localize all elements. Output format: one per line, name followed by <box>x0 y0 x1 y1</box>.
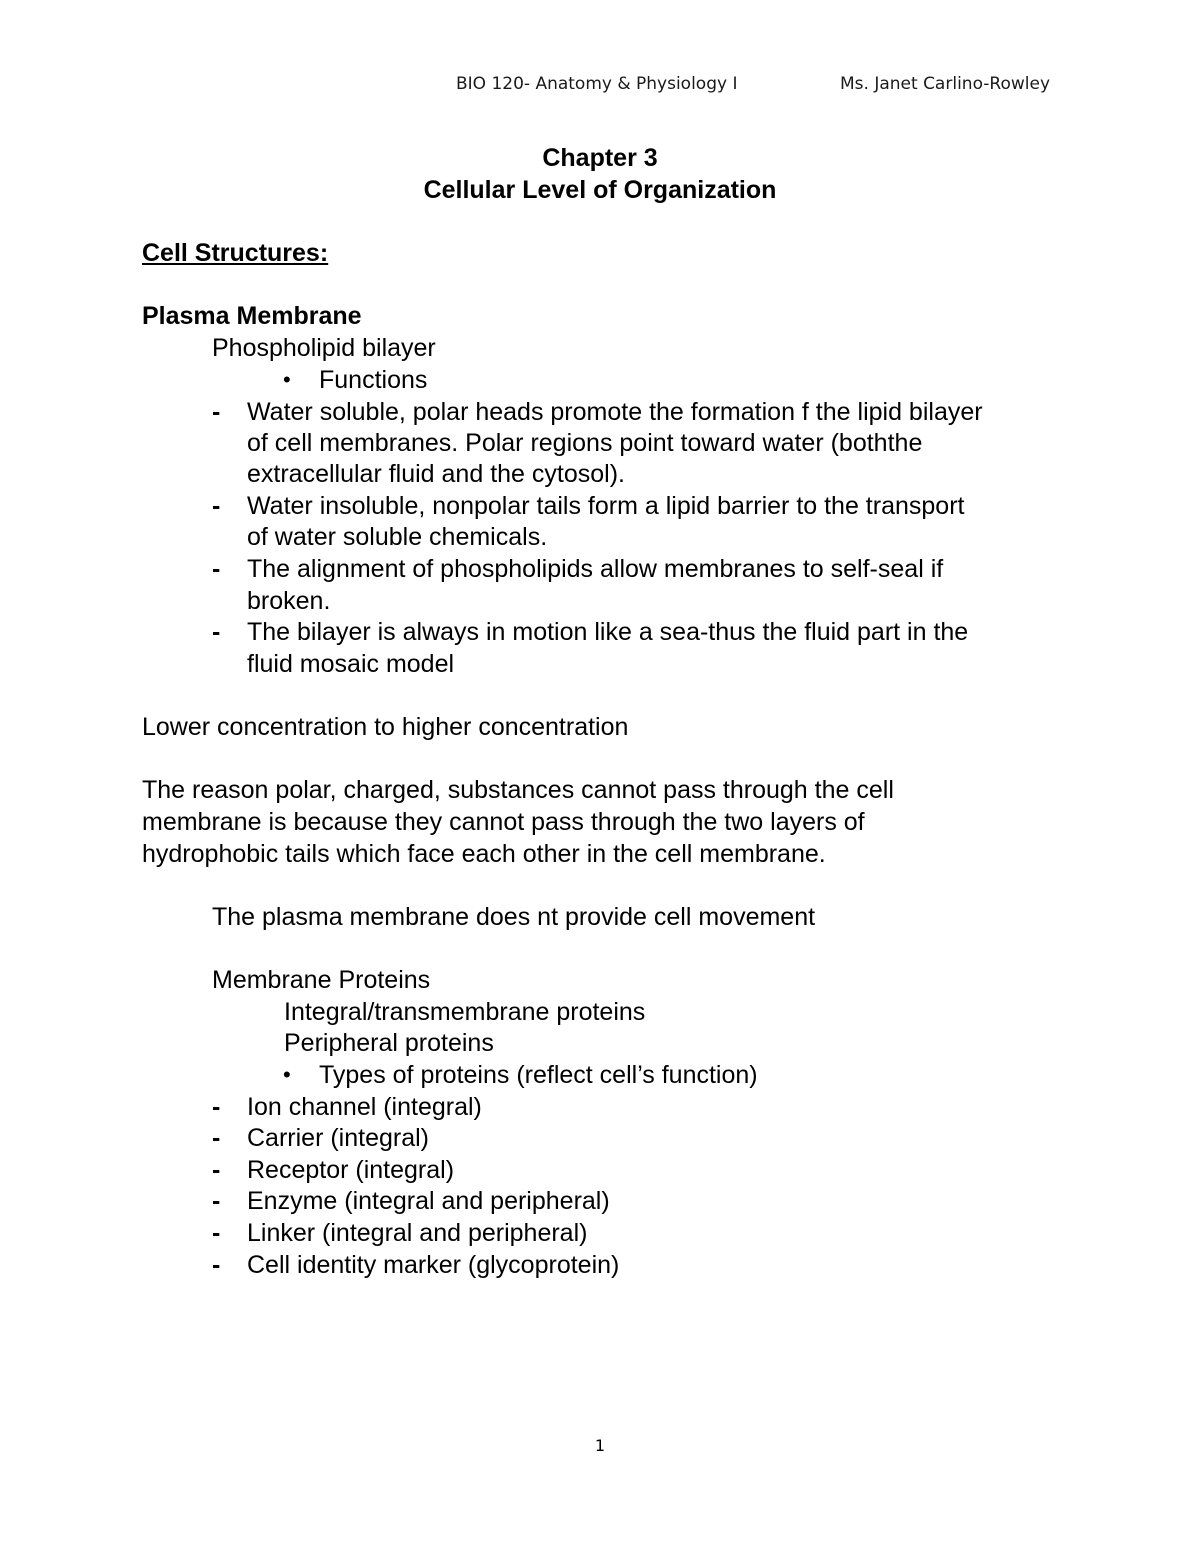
dash-icon: - <box>212 1124 221 1152</box>
protein-type-item: Ion channel (integral) <box>247 1093 482 1121</box>
integral-proteins-subitem: Integral/transmembrane proteins <box>284 998 646 1026</box>
section-heading: Cell Structures: <box>142 239 329 267</box>
function-item-4-line-1: The bilayer is always in motion like a sea-thus the fluid part in the <box>247 618 969 646</box>
membrane-proteins-heading: Membrane Proteins <box>212 966 431 994</box>
dash-icon: - <box>212 1156 221 1184</box>
function-item-3-line-1: The alignment of phospholipids allow membranes to self-seal if <box>247 555 944 583</box>
paragraph-line-2: membrane is because they cannot pass through the two layers of <box>142 808 865 836</box>
function-item-1-line-1: Water soluble, polar heads promote the formation f the lipid bilayer <box>247 398 983 426</box>
bullet-icon: • <box>283 1062 291 1087</box>
protein-type-item: Linker (integral and peripheral) <box>247 1219 588 1247</box>
function-item-1-line-2: of cell membranes. Polar regions point toward water (boththe <box>247 429 923 457</box>
header-instructor: Ms. Janet Carlino-Rowley <box>840 74 1051 94</box>
dash-icon: - <box>212 398 221 426</box>
protein-type-item: Carrier (integral) <box>247 1124 429 1152</box>
function-item-2-line-1: Water insoluble, nonpolar tails form a lipid barrier to the transport <box>247 492 965 520</box>
dash-icon: - <box>212 555 221 583</box>
dash-icon: - <box>212 618 221 646</box>
dash-icon: - <box>212 1219 221 1247</box>
movement-note: The plasma membrane does nt provide cell movement <box>212 903 816 931</box>
dash-icon: - <box>212 1187 221 1215</box>
chapter-title: Chapter 3 <box>542 144 658 172</box>
function-item-1-line-3: extracellular fluid and the cytosol). <box>247 460 625 488</box>
page-number: 1 <box>594 1436 606 1455</box>
protein-type-item: Cell identity marker (glycoprotein) <box>247 1251 620 1279</box>
dash-icon: - <box>212 1251 221 1279</box>
types-of-proteins-bullet: Types of proteins (reflect cell’s function) <box>319 1061 758 1089</box>
plasma-membrane-heading: Plasma Membrane <box>142 302 362 330</box>
function-item-4-line-2: fluid mosaic model <box>247 650 455 678</box>
functions-bullet: Functions <box>319 366 428 394</box>
phospholipid-bilayer-subheading: Phospholipid bilayer <box>212 334 436 362</box>
paragraph-line-1: The reason polar, charged, substances cannot pass through the cell <box>142 776 894 804</box>
protein-type-item: Receptor (integral) <box>247 1156 455 1184</box>
function-item-3-line-2: broken. <box>247 587 331 615</box>
dash-icon: - <box>212 1093 221 1121</box>
paragraph-line-3: hydrophobic tails which face each other in the cell membrane. <box>142 840 826 868</box>
header-course: BIO 120- Anatomy & Physiology I <box>456 74 738 94</box>
peripheral-proteins-subitem: Peripheral proteins <box>284 1029 494 1057</box>
function-item-2-line-2: of water soluble chemicals. <box>247 523 548 551</box>
protein-type-item: Enzyme (integral and peripheral) <box>247 1187 610 1215</box>
concentration-note: Lower concentration to higher concentration <box>142 713 629 741</box>
bullet-icon: • <box>283 367 291 392</box>
dash-icon: - <box>212 492 221 520</box>
chapter-subtitle: Cellular Level of Organization <box>423 176 777 204</box>
